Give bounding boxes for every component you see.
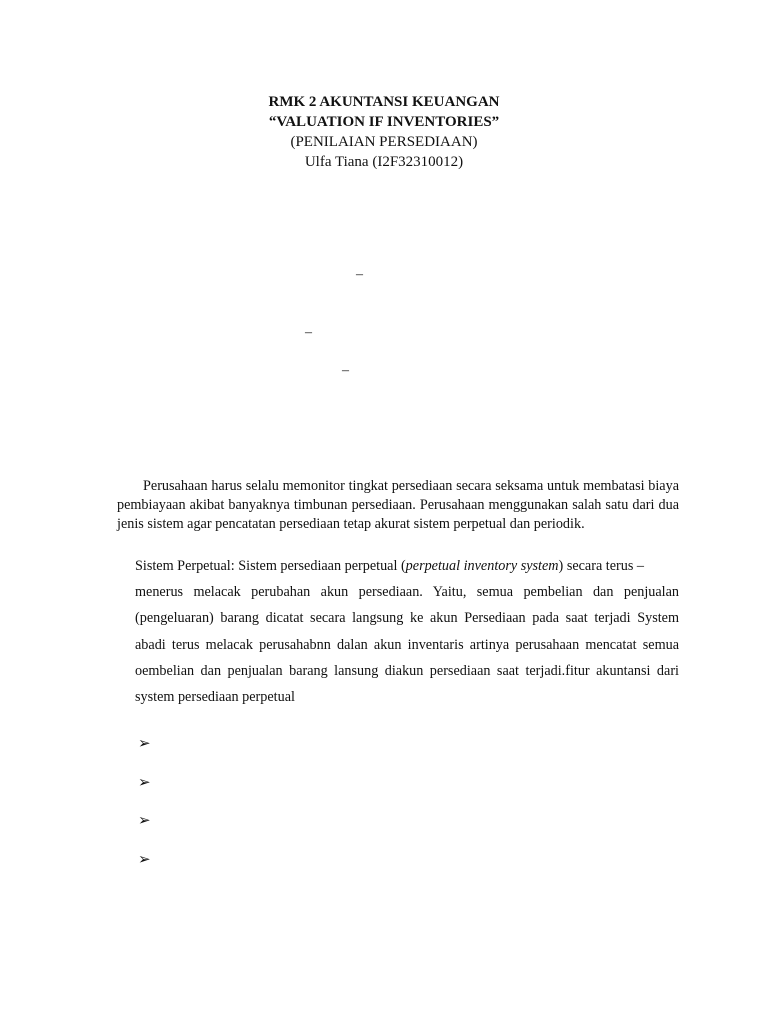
list-item	[138, 734, 152, 773]
title-block	[0, 92, 768, 172]
topic-title: “VALUATION IF INVENTORIES”	[268, 114, 500, 130]
arrowhead-bullet-icon: ➢	[138, 851, 151, 868]
intro-paragraph: Perusahaan harus selalu memonitor tingkat persediaan secara seksama untuk membatasi biaya pembiayaan akibat banyaknya timbunan persediaan. Perusahaan menggunakan salah satu dari dua jenis sistem agar pencatatan persediaan tetap akurat sistem perpetual dan periodik.	[117, 478, 679, 532]
perpetual-first-line	[135, 553, 679, 579]
course-title: RMK 2 AKUNTANSI KEUANGAN	[268, 94, 500, 110]
perpetual-term-italic: perpetual inventory system	[405, 558, 559, 574]
perpetual-lead-text: Sistem Perpetual: Sistem persediaan perpetual (	[135, 558, 406, 574]
perpetual-after-text: ) secara terus –	[558, 558, 645, 574]
list-item	[138, 773, 152, 812]
arrowhead-bullet-icon: ➢	[138, 736, 151, 752]
list-item	[138, 850, 152, 889]
dash-mark: –	[356, 267, 363, 282]
perpetual-system-paragraph	[135, 553, 679, 710]
arrowhead-bullet-icon: ➢	[138, 774, 151, 791]
arrowhead-bullet-icon: ➢	[138, 813, 151, 829]
perpetual-rest-text: menerus melacak perubahan akun persediaan. Yaitu, semua pembelian dan penjualan (pengeluaran) barang dicatat secara langsung ke akun Persediaan pada saat terjadi System abadi terus melacak perusahabnn dalan akun inventaris artinya perusahaan mencatat semua oembelian dan penjualan barang lansung diakun persediaan saat terjadi.fitur akuntansi dari system persediaan perpetual	[135, 584, 679, 706]
bullet-list	[138, 734, 152, 888]
topic-subtitle: (PENILAIAN PERSEDIAAN)	[290, 134, 478, 150]
author-line: Ulfa Tiana (I2F32310012)	[304, 154, 464, 170]
list-item	[138, 811, 152, 850]
dash-mark: –	[342, 363, 349, 378]
dash-mark: –	[305, 325, 312, 340]
